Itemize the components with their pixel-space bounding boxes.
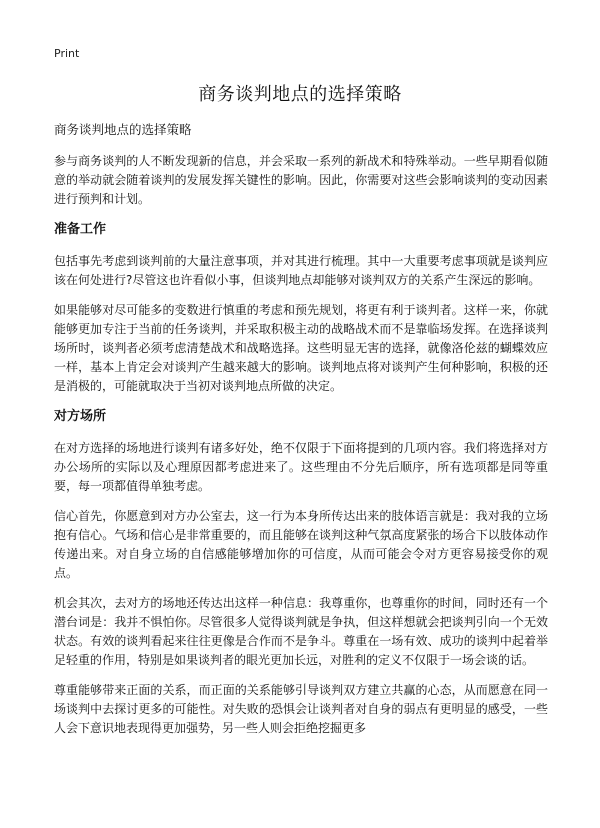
paragraph: 尊重能够带来正面的关系，而正面的关系能够引导谈判双方建立共赢的心态，从而愿意在同一场谈判中去探讨更多的可能性。对失败的恐惧会让谈判者对自身的弱点有更明显的感受，一些人会下意识地表现得更加强势，另一些人则会拒绝挖掘更多 [54, 683, 548, 735]
print-link[interactable]: Print [54, 47, 80, 60]
article-body [54, 152, 548, 749]
paragraph: 在对方选择的场地进行谈判有诸多好处，绝不仅限于下面将提到的几项内容。我们将选择对方办公场所的实际以及心理原因都考虑进来了。这些理由不分先后顺序，所有选项都是同等重要，每一项都值得单独考虑。 [54, 441, 548, 493]
paragraph: 信心首先，你愿意到对方办公室去，这一行为本身所传达出来的肢体语言就是：我对我的立场抱有信心。气场和信心是非常重要的，而且能够在谈判这种气氛高度紧张的场合下以肢体动作传递出来。对自身立场的自信感能够增加你的可信度，从而可能会令对方更容易接受你的观点。 [54, 509, 548, 580]
article-subtitle: 商务谈判地点的选择策略 [54, 122, 192, 137]
intro-paragraph: 参与商务谈判的人不断发现新的信息，并会采取一系列的新战术和特殊举动。一些早期看似随意的举动就会随着谈判的发展发挥关键性的影响。因此，你需要对这些会影响谈判的变动因素进行预判和计划。 [54, 154, 548, 206]
section-heading-preparation: 准备工作 [54, 222, 107, 237]
paragraph: 包括事先考虑到谈判前的大量注意事项，并对其进行梳理。其中一大重要考虑事项就是谈判应该在何处进行?尽管这也许看似小事，但谈判地点却能够对谈判双方的关系产生深远的影响。 [54, 254, 548, 287]
paragraph: 机会其次，去对方的场地还传达出这样一种信息：我尊重你，也尊重你的时间，同时还有一个潜台词是：我并不惧怕你。尽管很多人觉得谈判就是争执，但这样想就会把谈判引向一个无效状态。有效的谈判看起来往往更像是合作而不是争斗。尊重在一场有效、成功的谈判中起着举足轻重的作用，特别是如果谈判者的眼光更加长远，对胜利的定义不仅限于一场会谈的话。 [54, 596, 548, 667]
page-title: 商务谈判地点的选择策略 [198, 84, 402, 105]
paragraph: 如果能够对尽可能多的变数进行慎重的考虑和预先规划，将更有利于谈判者。这样一来，你就能够更加专注于当前的任务谈判，并采取积极主动的战略战术而不是靠临场发挥。在选择谈判场所时，谈判者必须考虑清楚战术和战略选择。这些明显无害的选择，就像洛伦兹的蝴蝶效应一样，基本上肯定会对谈判产生越来越大的影响。谈判地点将对谈判产生何种影响，积极的还是消极的，可能就取决于当初对谈判地点所做的决定。 [54, 303, 548, 393]
section-heading-other-party-venue: 对方场所 [54, 409, 107, 424]
